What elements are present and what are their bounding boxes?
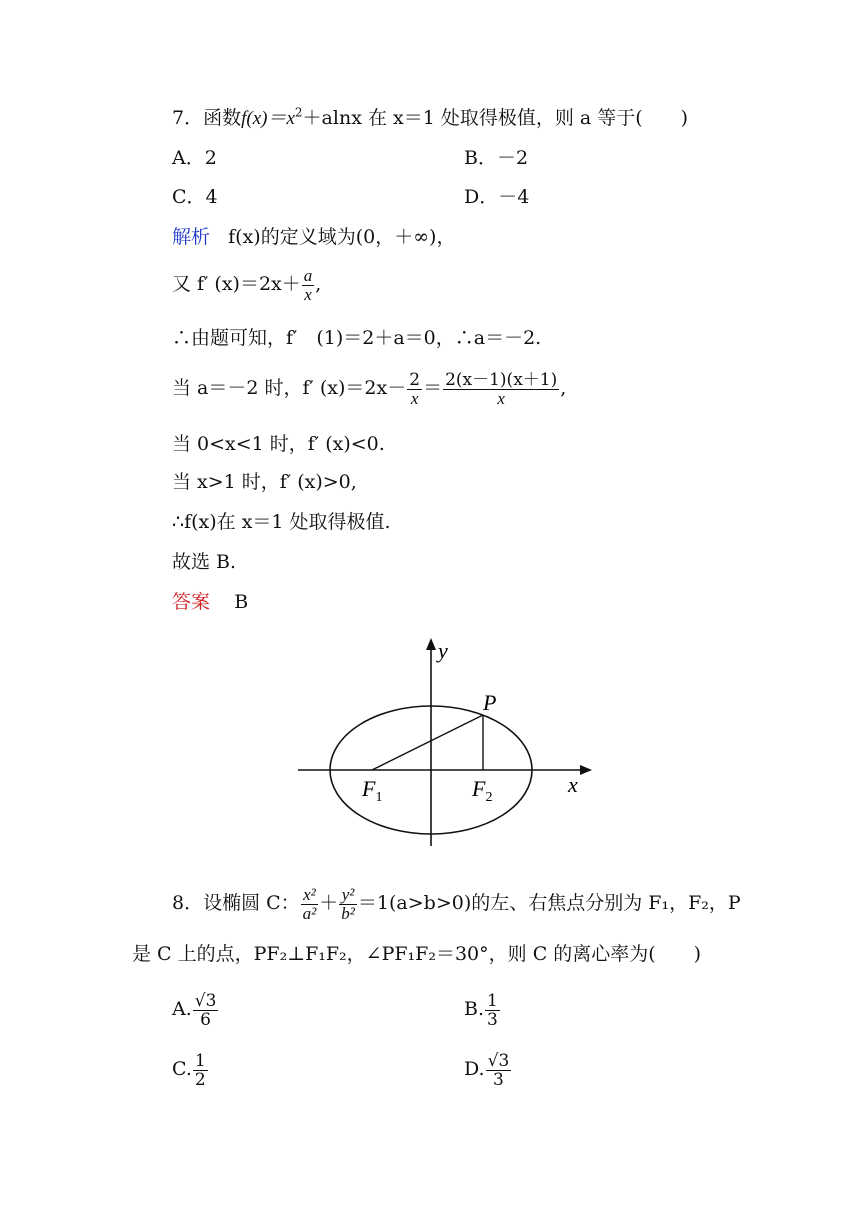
x-axis-arrow bbox=[580, 765, 592, 775]
q8-stem-prefix: 8．设椭圆 C： bbox=[172, 892, 300, 914]
q8-option-b-fraction: $\frac{1}{3}$ bbox=[487, 990, 498, 1030]
fraction-factored: $\frac{2(x-1)(x+1)}{x}$ bbox=[445, 369, 558, 408]
q8-option-d: D. $\frac{√3}{3}$ bbox=[464, 1050, 510, 1090]
q8-option-c: C. $\frac{1}{2}$ bbox=[172, 1050, 206, 1090]
q8-stem-line-2: 是 C 上的点，PF₂⊥F₁F₂，∠PF₁F₂＝30°，则 C 的离心率为( ) bbox=[132, 943, 702, 965]
ellipse-figure bbox=[290, 630, 610, 855]
q8-option-d-fraction: $\frac{√3}{3}$ bbox=[487, 1050, 510, 1090]
solution-line-1 bbox=[172, 225, 455, 249]
y-axis-label: y bbox=[438, 638, 448, 663]
q8-option-b: B. $\frac{1}{3}$ bbox=[464, 990, 498, 1030]
solution-domain: f(x)的定义域为(0，＋∞)， bbox=[228, 226, 456, 248]
q7-stem-prefix: 7．函数 bbox=[172, 107, 242, 129]
q7-option-d: D．－4 bbox=[464, 186, 530, 208]
point-p-label: P bbox=[483, 690, 497, 715]
solution-line-5: 当 0<x<1 时，f′ (x)<0. bbox=[172, 433, 385, 455]
q7-option-c: C．4 bbox=[172, 186, 218, 208]
q7-option-b: B．－2 bbox=[464, 147, 529, 169]
q7-stem-exp: 2 bbox=[294, 105, 303, 120]
q8-stem-line-1: 8．设椭圆 C： $\frac{\text{x²}}{\text{a²}}$ ＋ $\frac{\text{y²}}{\text{b²}}$ ＝1(a>b>0)的左、右焦点分别为 F₁，F₂，P bbox=[172, 884, 741, 923]
solution-line-4: 当 a＝－2 时，f′ (x)＝2x－ $\frac{2}{x}$ ＝ $\frac{2(x-1)(x+1)}{x}$ , bbox=[172, 369, 567, 408]
answer-line bbox=[172, 590, 248, 614]
fraction-y2-b2: $\frac{\text{y²}}{\text{b²}}$ bbox=[341, 884, 355, 923]
q8-option-a: A. $\frac{√3}{6}$ bbox=[172, 990, 217, 1030]
q7-stem-func: f(x)＝x bbox=[241, 108, 295, 129]
solution-derivative: 又 f′ (x)＝2x＋ bbox=[172, 273, 301, 295]
q7-option-a: A．2 bbox=[172, 147, 217, 169]
answer-value: B bbox=[234, 591, 249, 613]
solution-line-6: 当 x>1 时，f′ (x)>0, bbox=[172, 471, 357, 493]
solution-line-3: ∴由题可知，f′ (1)＝2＋a＝0，∴a＝－2. bbox=[172, 327, 542, 349]
q8-stem-rest: ＝1(a>b>0)的左、右焦点分别为 F₁，F₂，P bbox=[357, 892, 741, 914]
fraction-2-over-x: $\frac{2}{x}$ bbox=[409, 369, 421, 408]
q8-option-c-fraction: $\frac{1}{2}$ bbox=[194, 1050, 206, 1090]
solution-line-7: ∴f(x)在 x＝1 处取得极值. bbox=[172, 511, 391, 533]
fraction-a-over-x: $\frac{a}{x}$ bbox=[303, 265, 313, 304]
f2-label: $F_2$ bbox=[472, 776, 493, 805]
fraction-x2-a2: $\frac{\text{x²}}{\text{a²}}$ bbox=[302, 884, 317, 923]
segment-pf1 bbox=[372, 715, 483, 770]
solution-label: 解析 bbox=[172, 226, 211, 248]
q8-option-a-fraction: $\frac{√3}{6}$ bbox=[194, 990, 217, 1030]
answer-label: 答案 bbox=[172, 591, 211, 613]
x-axis-label: x bbox=[568, 772, 578, 797]
solution-line-2: 又 f′ (x)＝2x＋ $\frac{a}{x}$ , bbox=[172, 265, 322, 304]
solution-line-8: 故选 B. bbox=[172, 551, 237, 573]
y-axis-arrow bbox=[426, 638, 436, 650]
f1-label: $F_1$ bbox=[362, 776, 383, 805]
q7-stem bbox=[172, 106, 688, 131]
q7-stem-rest: ＋alnx 在 x＝1 处取得极值，则 a 等于( ) bbox=[302, 107, 689, 129]
